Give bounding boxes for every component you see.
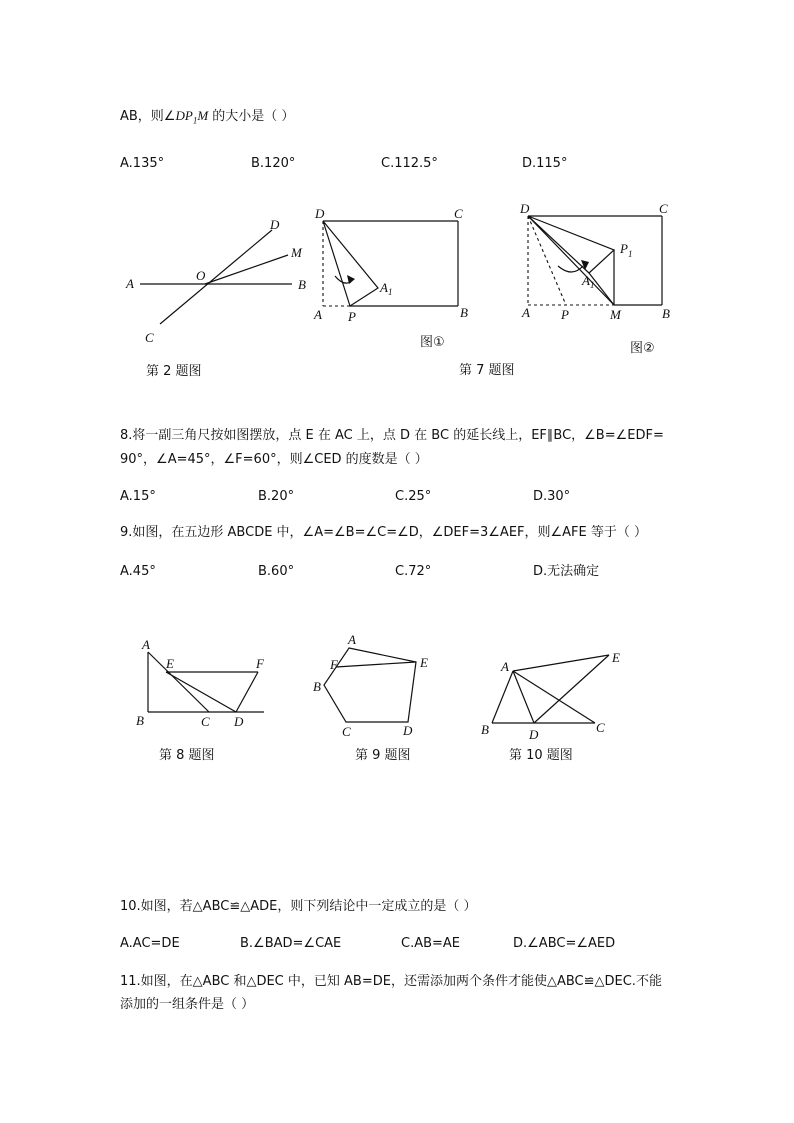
fig10-label-c: C — [596, 720, 605, 735]
fig7-2-label-b: B — [662, 306, 670, 321]
q10-option-a: A.AC=DE — [120, 936, 180, 951]
fig8-label-a: A — [142, 637, 150, 652]
q7-option-d: D.115° — [522, 156, 568, 171]
q8-option-b: B.20° — [258, 489, 295, 504]
fig7-1-label-c: C — [454, 206, 463, 221]
fig2-label-m: M — [291, 245, 302, 260]
fig7-1-caption: 图① — [420, 335, 445, 350]
fig10-label-e: E — [612, 650, 620, 665]
fig2-label-o: O — [196, 268, 206, 283]
fig9-label-f: F — [330, 657, 338, 672]
q11-line1: 11.如图，在△ABC 和△DEC 中，已知 AB=DE，还需添加两个条件才能使△ABC≌△DEC.不能 — [120, 974, 662, 989]
q9-option-c: C.72° — [395, 564, 432, 579]
q11-line2: 添加的一组条件是（ ） — [120, 997, 255, 1012]
fig2-caption: 第 2 题图 — [146, 364, 202, 379]
q8-option-d: D.30° — [533, 489, 571, 504]
fig7-2-label-m: M — [610, 307, 621, 322]
q7-math-m: M — [197, 108, 209, 123]
fig10-label-a: A — [501, 659, 509, 674]
fig7-2-label-a1: $A_1$ — [582, 273, 595, 290]
fig7-1-label-b: B — [460, 305, 468, 320]
q9-option-a: A.45° — [120, 564, 156, 579]
q7-option-c: C.112.5° — [381, 156, 438, 171]
fig7-1-label-d: D — [315, 206, 325, 221]
fig7-2-label-a: A — [522, 305, 530, 320]
fig7-2-label-p1: $P_1$ — [620, 241, 633, 259]
q10-option-d: D.∠ABC=∠AED — [513, 936, 616, 951]
fig7-1-label-a1: $A_1$ — [380, 280, 393, 297]
fig10-label-b: B — [481, 722, 489, 737]
fig8-label-b: B — [136, 713, 144, 728]
fig10-label-d: D — [529, 727, 539, 742]
fig7-2-label-p: P — [561, 307, 569, 322]
fig9-label-b: B — [313, 679, 321, 694]
q9-text: 9.如图，在五边形 ABCDE 中，∠A=∠B=∠C=∠D，∠DEF=3∠AEF，则∠AFE 等于（ ） — [120, 525, 648, 540]
q8-option-a: A.15° — [120, 489, 156, 504]
fig2-label-a: A — [126, 276, 134, 291]
fig7-2-caption: 图② — [630, 341, 655, 356]
fig2-label-d: D — [270, 217, 280, 232]
fig2-label-c: C — [145, 330, 154, 345]
fig7-1-label-p: P — [348, 309, 356, 324]
fig10-caption: 第 10 题图 — [509, 748, 573, 763]
fig7-1-label-a: A — [314, 307, 322, 322]
q7-option-b: B.120° — [251, 156, 296, 171]
fig8-label-e: E — [166, 656, 174, 671]
q7-math-dp: DP — [175, 108, 193, 123]
fig2-label-b: B — [298, 277, 306, 292]
q9-option-b: B.60° — [258, 564, 295, 579]
q8-line2: 90°，∠A=45°，∠F=60°，则∠CED 的度数是（ ） — [120, 452, 428, 467]
fig8-label-f: F — [256, 656, 264, 671]
fig7-2-label-d: D — [520, 201, 530, 216]
fig9-label-e: E — [420, 655, 428, 670]
q10-text: 10.如图，若△ABC≌△ADE，则下列结论中一定成立的是（ ） — [120, 899, 477, 914]
q7-text-before: AB，则∠ — [120, 109, 176, 124]
fig8-label-d: D — [234, 714, 244, 729]
q10-option-c: C.AB=AE — [401, 936, 461, 951]
fig9-label-d: D — [403, 723, 413, 738]
q10-option-b: B.∠BAD=∠CAE — [240, 936, 342, 951]
q7-math-sub: 1 — [192, 115, 198, 126]
fig7-caption: 第 7 题图 — [459, 363, 515, 378]
q8-option-c: C.25° — [395, 489, 432, 504]
fig9-label-c: C — [342, 724, 351, 739]
fig9-caption: 第 9 题图 — [355, 748, 411, 763]
q7-option-a: A.135° — [120, 156, 165, 171]
fig8-label-c: C — [201, 714, 210, 729]
q9-option-d: D.无法确定 — [533, 564, 600, 579]
fig7-2-label-c: C — [659, 201, 668, 216]
q7-text-after: 的大小是（ ） — [208, 109, 295, 124]
fig9-label-a: A — [348, 632, 356, 647]
q8-line1: 8.将一副三角尺按如图摆放，点 E 在 AC 上，点 D 在 BC 的延长线上，EF∥BC，∠B=∠EDF= — [120, 428, 664, 443]
fig8-caption: 第 8 题图 — [159, 748, 215, 763]
